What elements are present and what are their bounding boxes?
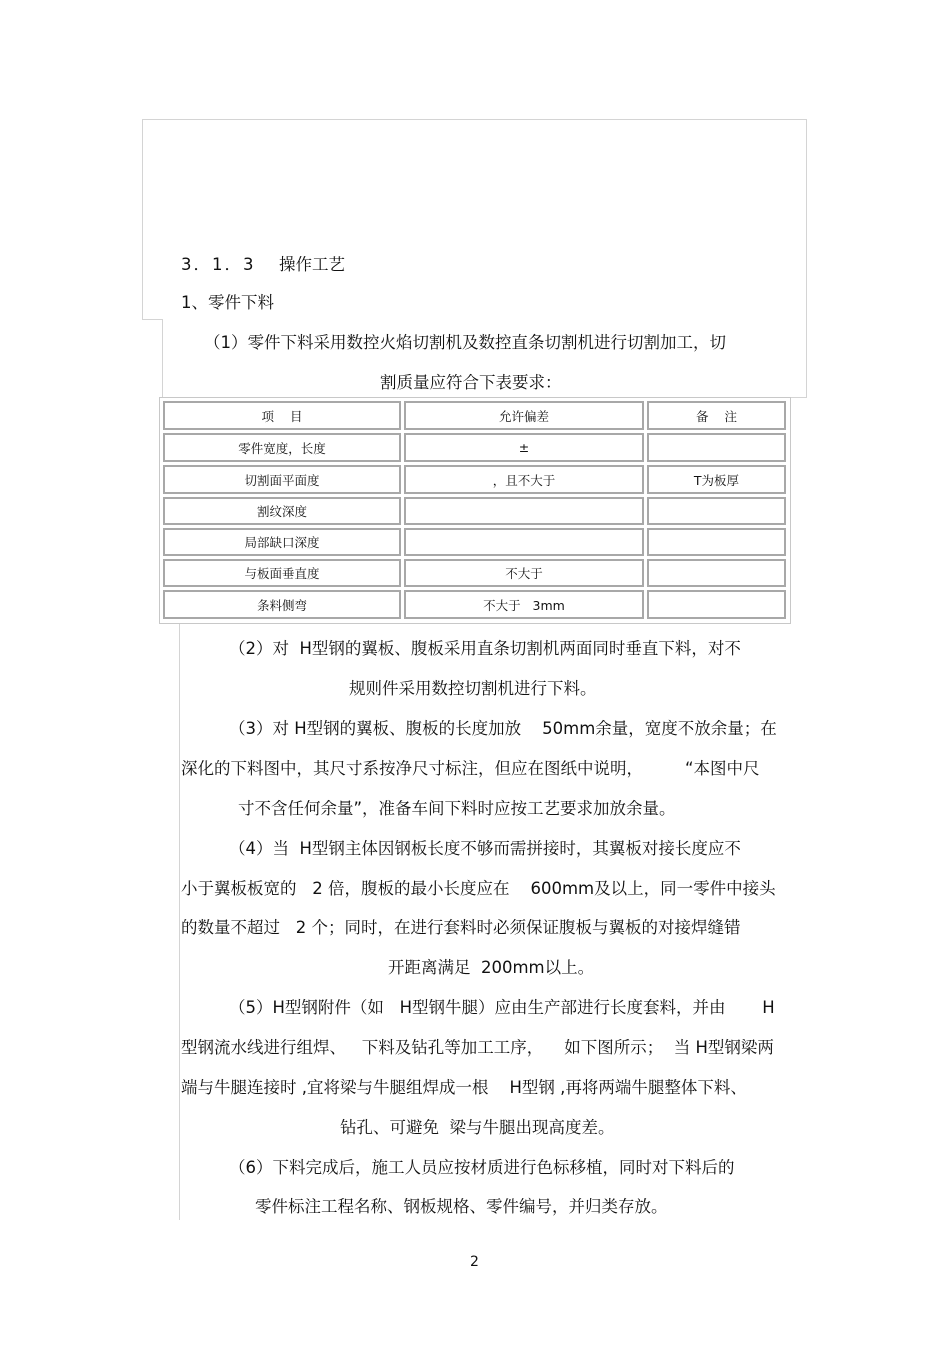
paragraph-5-line-3: 端与牛腿连接时 ,宜将梁与牛腿组焊成一根 H型钢 ,再将两端牛腿整体下料、 xyxy=(181,1078,747,1097)
paragraph-1-line-2: 割质量应符合下表要求： xyxy=(380,373,562,392)
cutting-tolerance-table xyxy=(159,397,791,624)
table-cell-remark: T为板厚 xyxy=(647,465,786,494)
table-cell-item: 条料侧弯 xyxy=(163,590,401,619)
paragraph-3-line-3: 寸不含任何余量”，准备车间下料时应按工艺要求加放余量。 xyxy=(238,799,676,818)
table-cell-item: 切割面平面度 xyxy=(163,465,401,494)
paragraph-1-line-1: （1）零件下料采用数控火焰切割机及数控直条切割机进行切割加工，切 xyxy=(204,333,726,352)
table-cell-tolerance xyxy=(404,497,644,525)
subsection-title: 1、零件下料 xyxy=(181,293,274,312)
paragraph-4-line-3: 的数量不超过 2 个；同时，在进行套料时必须保证腹板与翼板的对接焊缝错 xyxy=(181,918,741,937)
table-cell-remark xyxy=(647,590,786,619)
table-cell-item: 割纹深度 xyxy=(163,497,401,525)
paragraph-2-line-2: 规则件采用数控切割机进行下料。 xyxy=(349,679,597,698)
section-title: 操作工艺 xyxy=(279,255,345,274)
frame-left-line-lower xyxy=(179,623,180,1220)
table-header-tolerance: 允许偏差 xyxy=(404,401,644,430)
frame-right-line xyxy=(806,119,807,397)
paragraph-4-line-2: 小于翼板板宽的 2 倍，腹板的最小长度应在 600mm及以上，同一零件中接头 xyxy=(181,879,776,898)
paragraph-3-line-1: （3）对 H型钢的翼板、腹板的长度加放 50mm余量，宽度不放余量；在 xyxy=(229,719,777,738)
table-header-item: 项 目 xyxy=(163,401,401,430)
paragraph-6-line-2: 零件标注工程名称、钢板规格、零件编号，并归类存放。 xyxy=(255,1197,668,1216)
table-cell-tolerance: 不大于 xyxy=(404,559,644,587)
frame-step-horizontal xyxy=(142,319,162,320)
table-cell-remark xyxy=(647,433,786,462)
table-cell-item: 局部缺口深度 xyxy=(163,528,401,556)
frame-left-line-upper xyxy=(142,119,143,319)
table-cell-remark xyxy=(647,559,786,587)
paragraph-3-line-2: 深化的下料图中，其尺寸系按净尺寸标注，但应在图纸中说明， “本图中尺 xyxy=(181,759,760,778)
table-cell-tolerance: ，且不大于 xyxy=(404,465,644,494)
table-cell-item: 零件宽度，长度 xyxy=(163,433,401,462)
table-cell-tolerance: ± xyxy=(404,433,644,462)
frame-top-line xyxy=(142,119,807,120)
paragraph-5-line-1: （5）H型钢附件（如 H型钢牛腿）应由生产部进行长度套料，并由 H xyxy=(229,998,775,1017)
paragraph-5-line-2: 型钢流水线进行组焊、 下料及钻孔等加工工序， 如下图所示； 当 H型钢梁两 xyxy=(181,1038,774,1057)
table-cell-tolerance: 不大于 3mm xyxy=(404,590,644,619)
table-cell-remark xyxy=(647,528,786,556)
paragraph-6-line-1: （6）下料完成后，施工人员应按材质进行色标移植，同时对下料后的 xyxy=(229,1158,735,1177)
table-cell-remark xyxy=(647,497,786,525)
table-cell-item: 与板面垂直度 xyxy=(163,559,401,587)
paragraph-4-line-4: 开距离满足 200mm以上。 xyxy=(388,958,595,977)
paragraph-2-line-1: （2）对 H型钢的翼板、腹板采用直条切割机两面同时垂直下料，对不 xyxy=(229,639,741,658)
table-cell-tolerance xyxy=(404,528,644,556)
table-header-remark: 备 注 xyxy=(647,401,786,430)
paragraph-5-line-4: 钻孔、可避免 梁与牛腿出现高度差。 xyxy=(340,1118,615,1137)
page-number: 2 xyxy=(470,1254,479,1270)
frame-left-line-middle xyxy=(162,319,163,397)
paragraph-4-line-1: （4）当 H型钢主体因钢板长度不够而需拼接时，其翼板对接长度应不 xyxy=(229,839,741,858)
section-number: 3．1．3 xyxy=(181,255,256,274)
